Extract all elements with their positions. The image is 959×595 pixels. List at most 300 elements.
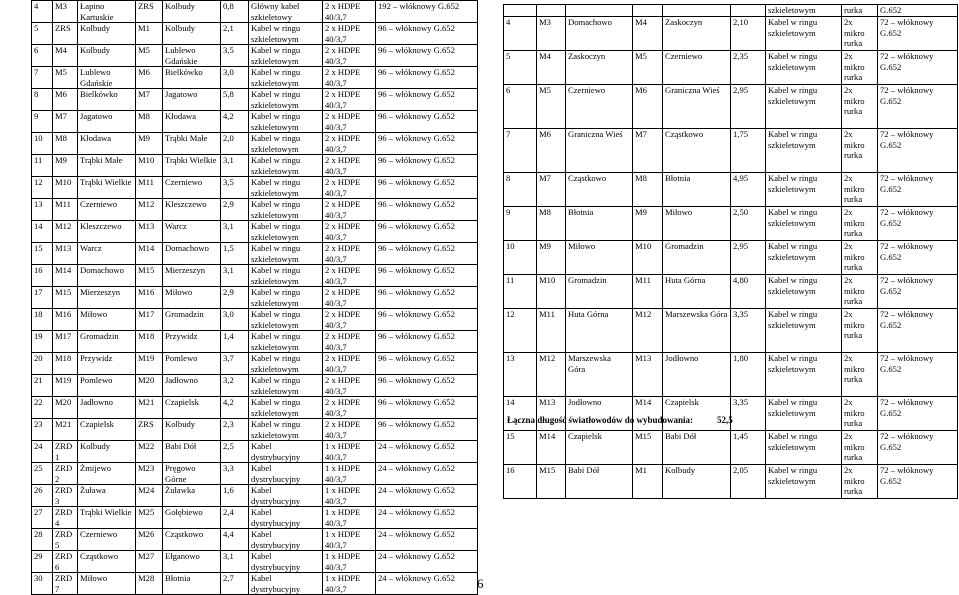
table-row	[32, 133, 478, 155]
cell-node-from-code: ZRD5	[53, 529, 78, 551]
cell-cable: 72 – włóknowy G.652	[878, 309, 958, 353]
cell-node-to-name: Babi Dół	[163, 441, 221, 463]
cell-length: 2,3	[221, 419, 249, 441]
table-row	[504, 353, 958, 397]
cell-index: 14	[32, 221, 53, 243]
cell-cable-type: Kabel w ringu szkieletowym	[249, 155, 323, 177]
table-row	[504, 129, 958, 173]
cell-conduit: 2x mikro rurka	[842, 275, 878, 309]
cell-node-from-code: M11	[537, 309, 566, 353]
cell-node-to-code: M11	[136, 177, 163, 199]
table-row	[32, 529, 478, 551]
cell-index: 8	[32, 89, 53, 111]
cell-node-to-code: M22	[136, 441, 163, 463]
cell-cable: 96 – włóknowy G.652	[376, 67, 478, 89]
cell-length: 3,7	[221, 353, 249, 375]
cell-conduit: 2 x HDPE 40/3,7	[323, 419, 376, 441]
cell-cable-type: Kabel w ringu szkieletowym	[249, 309, 323, 331]
cell-length: 2,1	[221, 23, 249, 45]
cell-node-from-name: Miłowo	[566, 241, 633, 275]
cell-cable-type: Kabel w ringu szkieletowym	[766, 85, 842, 129]
cell-cable-type: Kabel w ringu szkieletowym	[249, 265, 323, 287]
cell-cable: 72 – włóknowy G.652	[878, 129, 958, 173]
cell-node-to-name: Pomlewo	[163, 353, 221, 375]
cell-cable-type: Kabel w ringu szkieletowym	[766, 241, 842, 275]
cell-length: 1,80	[731, 353, 766, 397]
cell-cable: 24 – włóknowy G.652	[376, 485, 478, 507]
total-length-value: 52,5	[717, 415, 733, 425]
cell-node-to-code: M7	[633, 129, 663, 173]
cell-node-from-name: Pomlewo	[78, 375, 136, 397]
cell-node-to-name: Cząstkowo	[663, 129, 731, 173]
cell-node-to-name: Kłodawa	[163, 111, 221, 133]
cell-node-from-name: Mierzeszyn	[78, 287, 136, 309]
cell-node-to-name: Bielkówko	[163, 67, 221, 89]
cell-cable-type: Kabel w ringu szkieletowym	[249, 133, 323, 155]
cell-index: 27	[32, 507, 53, 529]
cell-index: 28	[32, 529, 53, 551]
cell-node-to-code: M24	[136, 485, 163, 507]
table-row	[32, 45, 478, 67]
cell-cable-type: Kabel w ringu szkieletowym	[249, 67, 323, 89]
cell-index: 8	[504, 173, 537, 207]
cell-length: 1,6	[221, 485, 249, 507]
table-row	[32, 507, 478, 529]
cell-conduit: 2 x HDPE 40/3,7	[323, 23, 376, 45]
table-row	[32, 155, 478, 177]
cell-node-from-code: M5	[53, 67, 78, 89]
cell-node-from-name: Kłodawa	[78, 133, 136, 155]
cell-node-from-name: Czerniewo	[566, 85, 633, 129]
cell-length: 3,1	[221, 551, 249, 573]
cell-conduit: 2x mikro rurka	[842, 465, 878, 499]
cell-node-to-name: Czerniewo	[163, 177, 221, 199]
cell-conduit: 2 x HDPE 40/3,7	[323, 331, 376, 353]
cell-cable-type: Główny kabel szkieletowy	[249, 1, 323, 23]
cell-node-from-name: Czerniewo	[78, 199, 136, 221]
cell-node-from-code: ZRD1	[53, 441, 78, 463]
cell-index: 13	[504, 353, 537, 397]
total-length-label: Łączna długość światłowodów do wybudowania:	[507, 415, 694, 425]
cell-node-to-code: M11	[633, 275, 663, 309]
cell-node-to-name: Przywidz	[163, 331, 221, 353]
cell-conduit: 1 x HDPE 40/3,7	[323, 551, 376, 573]
cell-cable-type: Kabel dystrybucyjny	[249, 441, 323, 463]
cell-node-from-code: M14	[537, 431, 566, 465]
cell-node-from-code: M3	[537, 17, 566, 51]
cell-conduit: 2 x HDPE 40/3,7	[323, 265, 376, 287]
cell-conduit: 2 x HDPE 40/3,7	[323, 353, 376, 375]
cell-node-from-code: M10	[53, 177, 78, 199]
cell-cable: 72 – włóknowy G.652	[878, 431, 958, 465]
cell-node-from-code: M20	[53, 397, 78, 419]
cell-cable-type: Kabel dystrybucyjny	[249, 573, 323, 595]
cell-node-to-code: M26	[136, 529, 163, 551]
table-row	[32, 463, 478, 485]
cell-index: 16	[504, 465, 537, 499]
cell-conduit: 2 x HDPE 40/3,7	[323, 243, 376, 265]
cell-node-to-name: Gołębiewo	[163, 507, 221, 529]
cell-cable: 96 – włóknowy G.652	[376, 419, 478, 441]
table-row	[32, 485, 478, 507]
cell-index: 15	[32, 243, 53, 265]
cell-node-from-name: Czapielsk	[78, 419, 136, 441]
cell-conduit: 2x mikro rurka	[842, 309, 878, 353]
table-row	[32, 353, 478, 375]
cell-length: 5,8	[221, 89, 249, 111]
cell-cable-type: Kabel w ringu szkieletowym	[766, 353, 842, 397]
cell-index: 10	[32, 133, 53, 155]
cell-index: 21	[32, 375, 53, 397]
cell-conduit: 1 x HDPE 40/3,7	[323, 485, 376, 507]
cell-conduit: 1 x HDPE 40/3,7	[323, 529, 376, 551]
cell-cable-type: Kabel w ringu szkieletowym	[249, 419, 323, 441]
cell-conduit: 1 x HDPE 40/3,7	[323, 573, 376, 595]
cell-length: 4,2	[221, 111, 249, 133]
cell-cable: 96 – włóknowy G.652	[376, 111, 478, 133]
table-row	[32, 573, 478, 595]
cell-cable-type: Kabel dystrybucyjny	[249, 507, 323, 529]
cell-index: 22	[32, 397, 53, 419]
cell-conduit: 1 x HDPE 40/3,7	[323, 463, 376, 485]
table-row	[32, 375, 478, 397]
cell-node-to-code: M5	[136, 45, 163, 67]
cell-node-to-code: M14	[136, 243, 163, 265]
cell-conduit: 2 x HDPE 40/3,7	[323, 397, 376, 419]
cell-conduit: 2 x HDPE 40/3,7	[323, 309, 376, 331]
cell-node-from-name: Jodłowno	[566, 397, 633, 431]
table-row	[504, 275, 958, 309]
cell-node-from-name: Bielkówko	[78, 89, 136, 111]
cell-node-from-name: Babi Dół	[566, 465, 633, 499]
cell-index: 19	[32, 331, 53, 353]
cell-node-to-name: Błotnia	[163, 573, 221, 595]
cell-node-from-code: M10	[537, 275, 566, 309]
cell-node-from-code: M9	[53, 155, 78, 177]
cell-node-from-code: M5	[537, 85, 566, 129]
cell-index: 14	[504, 397, 537, 431]
cell-length: 4,95	[731, 173, 766, 207]
cell-node-from-name: Żuława	[78, 485, 136, 507]
cell-node-from-code: M11	[53, 199, 78, 221]
cell-index: 16	[32, 265, 53, 287]
cell-node-to-name: Kolbudy	[163, 1, 221, 23]
cell-node-from-name: Żmijewo	[78, 463, 136, 485]
table-row	[504, 173, 958, 207]
cell-cable: 96 – włóknowy G.652	[376, 331, 478, 353]
cell-node-to-name: Miłowo	[163, 287, 221, 309]
cell-cable: 72 – włóknowy G.652	[878, 397, 958, 431]
cell-node-to-code: M10	[633, 241, 663, 275]
cell-length: 3,35	[731, 309, 766, 353]
cell-length: 2,05	[731, 465, 766, 499]
cell-node-to-code: M5	[633, 51, 663, 85]
cell-cable-type: Kabel w ringu szkieletowym	[249, 199, 323, 221]
cell-node-from-code: M8	[53, 133, 78, 155]
table-row	[504, 51, 958, 85]
table-row	[504, 17, 958, 51]
cell-node-from-code: M16	[53, 309, 78, 331]
cell-index: 4	[504, 17, 537, 51]
cell-index: 13	[32, 199, 53, 221]
cell-node-from-name: Graniczna Wieś	[566, 129, 633, 173]
cell-index: 12	[504, 309, 537, 353]
cell-cable: 72 – włóknowy G.652	[878, 85, 958, 129]
cell-cable: 96 – włóknowy G.652	[376, 177, 478, 199]
cell-node-from-name: Czerniewo	[78, 529, 136, 551]
cell-node-to-name: Miłowo	[663, 207, 731, 241]
cell-node-to-code: M23	[136, 463, 163, 485]
cell-node-to-code: M9	[633, 207, 663, 241]
cell-node-to-name: Zaskoczyn	[663, 17, 731, 51]
cell-length: 3,5	[221, 45, 249, 67]
cell-node-from-code: M15	[53, 287, 78, 309]
table-row	[32, 441, 478, 463]
cell-node-to-name: Huta Górna	[663, 275, 731, 309]
table-row	[32, 419, 478, 441]
table-row	[32, 177, 478, 199]
cell-node-to-name: Gromadzin	[163, 309, 221, 331]
table-row	[32, 67, 478, 89]
cell-node-to-code: M7	[136, 89, 163, 111]
cell-conduit: rurka	[842, 5, 878, 17]
cell-cable: 96 – włóknowy G.652	[376, 155, 478, 177]
cell-node-to-name: Warcz	[163, 221, 221, 243]
cell-cable: 72 – włóknowy G.652	[878, 353, 958, 397]
cell-index: 18	[32, 309, 53, 331]
cell-cable: 96 – włóknowy G.652	[376, 221, 478, 243]
cell-node-from-name: Cząstkowo	[78, 551, 136, 573]
cell-length: 2,50	[731, 207, 766, 241]
cell-node-from-name: Lublewo Gdańskie	[78, 67, 136, 89]
cell-node-from-name: Marszewska Góra	[566, 353, 633, 397]
cell-length: 2,95	[731, 85, 766, 129]
cell-node-from-code: M19	[53, 375, 78, 397]
cell-conduit: 2 x HDPE 40/3,7	[323, 133, 376, 155]
cell-cable: 96 – włóknowy G.652	[376, 265, 478, 287]
cell-conduit: 2 x HDPE 40/3,7	[323, 67, 376, 89]
cell-node-from-name: Huta Górna	[566, 309, 633, 353]
cell-cable-type: Kabel w ringu szkieletowym	[766, 173, 842, 207]
cell-length: 3,1	[221, 221, 249, 243]
cell-node-from-code: M12	[537, 353, 566, 397]
cell-cable-type: Kabel w ringu szkieletowym	[249, 287, 323, 309]
cell-cable: 96 – włóknowy G.652	[376, 375, 478, 397]
cell-conduit: 2 x HDPE 40/3,7	[323, 199, 376, 221]
cell-node-to-name: Kolbudy	[163, 23, 221, 45]
cell-node-to-code: M12	[633, 309, 663, 353]
cell-node-from-code: M13	[53, 243, 78, 265]
table-row	[504, 241, 958, 275]
cell-cable-type: Kabel w ringu szkieletowym	[766, 397, 842, 431]
cell-node-to-name: Kolbudy	[163, 419, 221, 441]
cell-index: 29	[32, 551, 53, 573]
cell-index: 6	[504, 85, 537, 129]
cell-node-from-code: M8	[537, 207, 566, 241]
cell-node-to-name: Mierzeszyn	[163, 265, 221, 287]
cell-node-from-code: ZRD4	[53, 507, 78, 529]
cell-cable-type: Kabel w ringu szkieletowym	[766, 309, 842, 353]
cell-cable-type: Kabel dystrybucyjny	[249, 463, 323, 485]
cell-node-to-code: M25	[136, 507, 163, 529]
cell-node-from-code: ZRD3	[53, 485, 78, 507]
cell-length: 2,10	[731, 17, 766, 51]
cell-index: 11	[32, 155, 53, 177]
cell-node-from-code: M18	[53, 353, 78, 375]
cell-node-from-code: M3	[53, 1, 78, 23]
cell-node-to-name: Jagatowo	[163, 89, 221, 111]
cell-node-to-code: M9	[136, 133, 163, 155]
cell-node-to-name: Żuławka	[163, 485, 221, 507]
cell-cable: 96 – włóknowy G.652	[376, 133, 478, 155]
cell-node-to-code: M10	[136, 155, 163, 177]
cell-conduit: 2 x HDPE 40/3,7	[323, 221, 376, 243]
cell-node-from-name: Kolbudy	[78, 441, 136, 463]
cell-node-from-code: M9	[537, 241, 566, 275]
cell-node-to-name: Jadłowno	[163, 375, 221, 397]
cell-node-to-name: Pręgowo Górne	[163, 463, 221, 485]
cell-cable-type: Kabel w ringu szkieletowym	[766, 207, 842, 241]
page-number: 6	[477, 576, 484, 591]
cell-node-from-name: Domachowo	[566, 17, 633, 51]
cell-node-to-code: M28	[136, 573, 163, 595]
cell-conduit: 2 x HDPE 40/3,7	[323, 155, 376, 177]
cell-node-to-name: Kolbudy	[663, 465, 731, 499]
cell-node-to-code: ZRS	[136, 1, 163, 23]
cell-index: 7	[504, 129, 537, 173]
cell-cable-type: Kabel w ringu szkieletowym	[249, 177, 323, 199]
cell-cable: 72 – włóknowy G.652	[878, 241, 958, 275]
cell-length: 2,95	[731, 241, 766, 275]
cell-node-to-code: M8	[136, 111, 163, 133]
cell-node-from-name: Gromadzin	[78, 331, 136, 353]
cell-conduit: 2 x HDPE 40/3,7	[323, 45, 376, 67]
cell-conduit: 2x mikro rurka	[842, 129, 878, 173]
table-row	[504, 465, 958, 499]
cell-node-to-code: M15	[136, 265, 163, 287]
cell-cable-type: Kabel w ringu szkieletowym	[249, 375, 323, 397]
cell-cable-type: szkieletowym	[766, 5, 842, 17]
cell-node-to-name: Jodłowno	[663, 353, 731, 397]
cell-cable: 24 – włóknowy G.652	[376, 573, 478, 595]
cell-node-from-code: M7	[537, 173, 566, 207]
cell-length: 2,4	[221, 507, 249, 529]
cell-conduit: 2 x HDPE 40/3,7	[323, 1, 376, 23]
cell-conduit: 1 x HDPE 40/3,7	[323, 441, 376, 463]
cell-node-from-code: ZRD7	[53, 573, 78, 595]
left-cable-table	[31, 0, 478, 595]
table-row	[504, 85, 958, 129]
cell-node-from-name: Cząstkowo	[566, 173, 633, 207]
table-row	[504, 431, 958, 465]
cell-cable-type: Kabel w ringu szkieletowym	[766, 51, 842, 85]
cell-node-to-name: Graniczna Wieś	[663, 85, 731, 129]
cell-length: 1,45	[731, 431, 766, 465]
cell-cable: 24 – włóknowy G.652	[376, 551, 478, 573]
cell-length: 2,7	[221, 573, 249, 595]
cell-cable-type: Kabel w ringu szkieletowym	[249, 45, 323, 67]
cell-cable: 72 – włóknowy G.652	[878, 173, 958, 207]
cell-cable: 96 – włóknowy G.652	[376, 397, 478, 419]
cell-node-from-name: Przywidz	[78, 353, 136, 375]
cell-node-to-code: M27	[136, 551, 163, 573]
cell-index: 5	[504, 51, 537, 85]
cell-node-to-code: M14	[633, 397, 663, 431]
cell-length: 4,2	[221, 397, 249, 419]
cell-index: 26	[32, 485, 53, 507]
cell-cable: 72 – włóknowy G.652	[878, 465, 958, 499]
cell-node-to-code: M4	[633, 17, 663, 51]
cell-node-from-name: Czapielsk	[566, 431, 633, 465]
cell-node-to-name: Gromadzin	[663, 241, 731, 275]
cell-index: 9	[504, 207, 537, 241]
cell-node-from-code: M6	[53, 89, 78, 111]
cell-node-from-code: ZRD6	[53, 551, 78, 573]
cell-length: 3,0	[221, 309, 249, 331]
cell-conduit: 2 x HDPE 40/3,7	[323, 177, 376, 199]
cell-cable: 96 – włóknowy G.652	[376, 353, 478, 375]
cell-node-to-code: M13	[633, 353, 663, 397]
cell-length: 1,5	[221, 243, 249, 265]
cell-conduit: 2 x HDPE 40/3,7	[323, 111, 376, 133]
cell-conduit: 2x mikro rurka	[842, 173, 878, 207]
cell-length: 2,5	[221, 441, 249, 463]
cell-node-from-name: Zaskoczyn	[566, 51, 633, 85]
table-row	[32, 331, 478, 353]
cell-node-to-code: M6	[633, 85, 663, 129]
cell-cable: 96 – włóknowy G.652	[376, 199, 478, 221]
cell-length: 2,9	[221, 199, 249, 221]
cell-node-to-name: Błotnia	[663, 173, 731, 207]
cell-cable-type: Kabel w ringu szkieletowym	[249, 353, 323, 375]
cell-index: 20	[32, 353, 53, 375]
cell-cable: 72 – włóknowy G.652	[878, 275, 958, 309]
cell-node-to-name: Marszewska Góra	[663, 309, 731, 353]
cell-cable: 72 – włóknowy G.652	[878, 17, 958, 51]
cell-node-to-name: Trąbki Wielkie	[163, 155, 221, 177]
cell-node-to-code: M16	[136, 287, 163, 309]
cell-cable: 96 – włóknowy G.652	[376, 309, 478, 331]
cell-node-from-name: Jadłowno	[78, 397, 136, 419]
cell-index: 9	[32, 111, 53, 133]
cell-node-to-name: Czapielsk	[663, 397, 731, 431]
cell-length: 3,1	[221, 155, 249, 177]
cell-node-to-name: Cząstkowo	[163, 529, 221, 551]
cell-node-to-name: Czapielsk	[163, 397, 221, 419]
cell-node-from-name: Łapino Kartuskie	[78, 1, 136, 23]
cell-index: 10	[504, 241, 537, 275]
cell-node-to-code: M20	[136, 375, 163, 397]
cell-cable: 96 – włóknowy G.652	[376, 45, 478, 67]
cell-length: 0,8	[221, 1, 249, 23]
cell-node-to-code: M18	[136, 331, 163, 353]
cell-node-from-name: Miłowo	[78, 309, 136, 331]
cell-cable: 96 – włóknowy G.652	[376, 89, 478, 111]
cell-cable-type: Kabel w ringu szkieletowym	[249, 397, 323, 419]
cell-length: 3,3	[221, 463, 249, 485]
cell-cable-type: Kabel w ringu szkieletowym	[249, 23, 323, 45]
cell-cable: 24 – włóknowy G.652	[376, 441, 478, 463]
cell-node-from-name: Trąbki Wielkie	[78, 177, 136, 199]
cell-cable: 72 – włóknowy G.652	[878, 207, 958, 241]
cell-cable-type: Kabel w ringu szkieletowym	[249, 111, 323, 133]
cell-node-to-code: M15	[633, 431, 663, 465]
cell-node-from-name: Warcz	[78, 243, 136, 265]
cell-length: 4,80	[731, 275, 766, 309]
cell-node-from-code: M4	[537, 51, 566, 85]
cell-length: 2,9	[221, 287, 249, 309]
cell-conduit: 2x mikro rurka	[842, 431, 878, 465]
